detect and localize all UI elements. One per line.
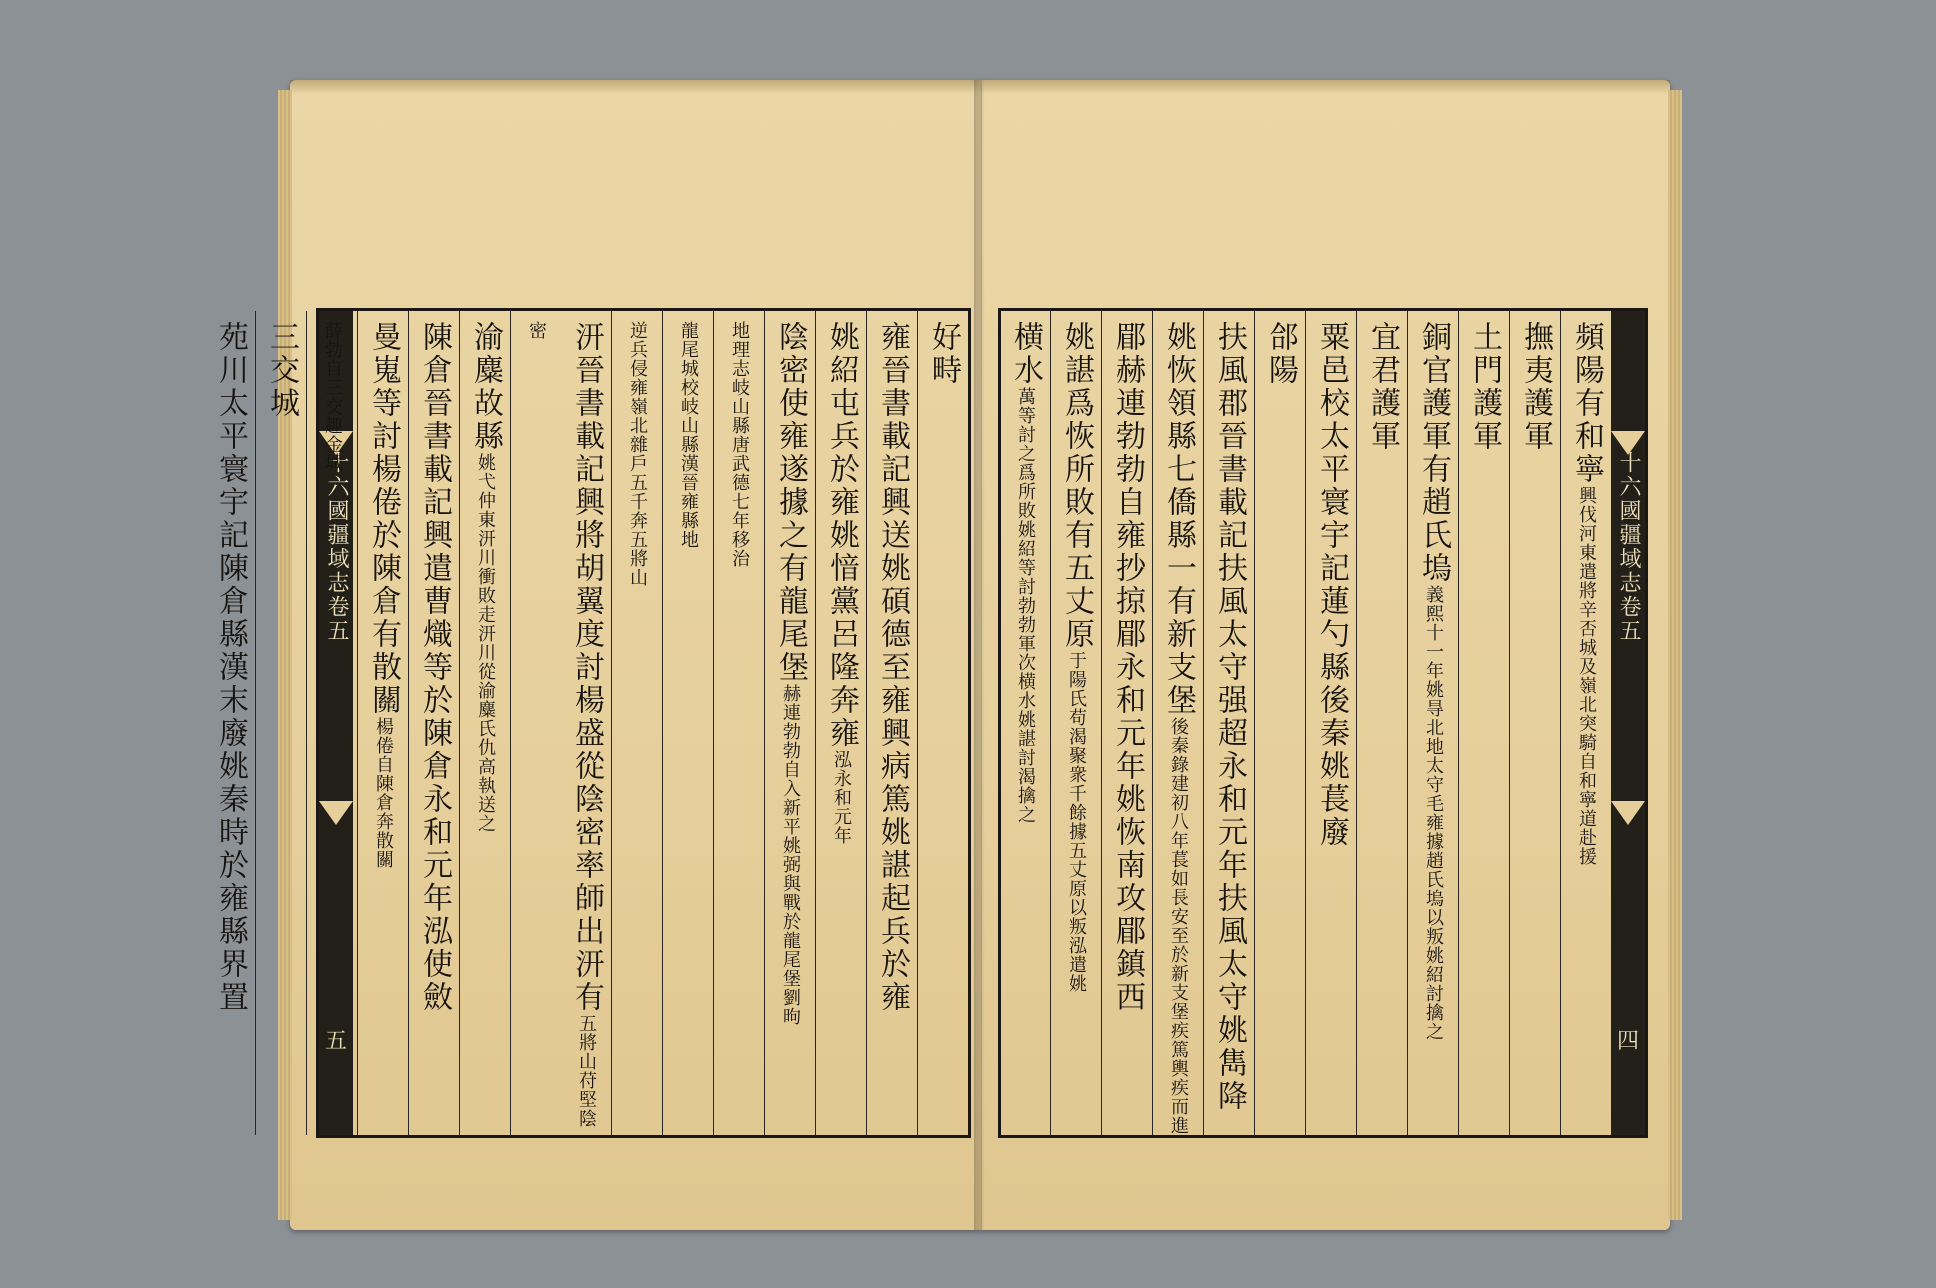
text-columns — [1001, 311, 1611, 1135]
column-main-text: 粟邑校太平寰宇記蓮勺縣後秦姚萇廢 — [1314, 321, 1349, 849]
text-column — [1356, 311, 1407, 1135]
text-column — [764, 311, 815, 1135]
right-text-frame — [998, 308, 1648, 1138]
column-main-text: 姚諶爲恢所敗有五丈原 — [1059, 321, 1094, 651]
column-annotation: 龍尾城校岐山縣漢晉雍縣地 — [678, 321, 699, 549]
column-annotation: 萬等討之爲所敗姚紹等討勃勃軍次横水姚諶討渴擒之 — [1015, 387, 1036, 824]
text-column — [357, 311, 408, 1135]
text-column — [306, 311, 357, 1135]
column-annotation: 于陽氏苟渴聚衆千餘據五丈原以叛泓遣姚 — [1066, 651, 1087, 993]
spine-title: 十六國疆域志卷五 — [1616, 451, 1641, 643]
column-annotation: 興伐河東遣將辛否城及嶺北突騎自和寧道赴援 — [1576, 486, 1597, 866]
column-annotation: 逆兵侵雍嶺北雜戶五千奔五將山 — [627, 321, 648, 587]
column-main-text: 横水 — [1008, 321, 1043, 387]
left-page — [213, 80, 982, 1230]
page-top-shadow — [290, 80, 982, 94]
text-column — [917, 311, 968, 1135]
text-column — [408, 311, 459, 1135]
column-main-text: 三交城 — [264, 321, 299, 420]
page-edge — [1668, 90, 1682, 1220]
text-column — [1203, 311, 1254, 1135]
fish-tail-mark — [1611, 801, 1645, 825]
column-main-text: 郃陽 — [1263, 321, 1298, 387]
page-number: 四 — [1616, 1029, 1639, 1054]
column-main-text: 扶風郡晉書載記扶風太守强超永和元年扶風太守姚雋降 — [1212, 321, 1247, 1113]
column-main-text: 姚恢領縣七僑縣一有新支堡 — [1161, 321, 1196, 717]
page-top-shadow — [982, 80, 1670, 94]
column-main-text: 曼嵬等討楊倦於陳倉有散關 — [366, 321, 401, 717]
column-annotation: 地理志岐山縣唐武德七年移治 — [729, 321, 750, 568]
column-main-text: 土門護軍 — [1467, 321, 1502, 453]
column-annotation: 義熙十一年姚㝵北地太守毛雍據趙氏塢以叛姚紹討擒之 — [1423, 585, 1444, 1041]
text-column — [1560, 311, 1611, 1135]
text-column — [1152, 311, 1203, 1135]
column-main-text: 雍晉書載記興送姚碩德至雍興病篤姚諶起兵於雍 — [875, 321, 910, 1014]
text-column — [1254, 311, 1305, 1135]
column-main-text: 撫夷護軍 — [1518, 321, 1553, 453]
column-annotation: 姚弋仲東汧川衝敗走汧川從渝麋氏仇高執送之 — [475, 453, 496, 833]
column-main-text: 宜君護軍 — [1365, 321, 1400, 453]
column-main-text: 渝麋故縣 — [468, 321, 503, 453]
text-column — [1000, 311, 1050, 1135]
column-annotation: 泓永和元年 — [831, 750, 852, 845]
column-main-text: 陰密使雍遂據之有龍尾堡 — [773, 321, 808, 684]
column-main-text: 汧晉書載記興將胡翼度討楊盛從陰密率師出汧有 — [569, 321, 604, 1014]
column-annotation: 楊倦自陳倉奔散關 — [373, 717, 394, 869]
spine-title: 十六國疆域志卷五 — [324, 451, 349, 643]
text-column — [1101, 311, 1152, 1135]
text-column — [1458, 311, 1509, 1135]
book-gutter — [974, 80, 992, 1230]
column-annotation: 薛勃自三交趣金城 — [322, 321, 343, 473]
page-number: 五 — [324, 1029, 347, 1054]
text-column — [255, 311, 306, 1135]
column-main-text: 陳倉晉書載記興遣曹熾等於陳倉永和元年泓使斂 — [417, 321, 452, 1014]
column-annotation: 赫連勃勃自入新平姚弼與戰於龍尾堡劉昫 — [780, 684, 801, 1026]
column-annotation: 五將山苻堅陰密 — [526, 321, 597, 1128]
column-main-text: 苑川太平寰宇記陳倉縣漢末廢姚秦時於雍縣界置 — [213, 321, 248, 1014]
column-main-text: 好畤 — [926, 321, 961, 387]
open-book — [213, 80, 1670, 1230]
text-column — [611, 311, 662, 1135]
column-annotation: 後秦錄建初八年萇如長安至於新支堡疾篤輿疾而進 — [1168, 717, 1189, 1135]
right-page — [982, 80, 1670, 1230]
fold-column — [1611, 311, 1645, 1135]
text-column — [662, 311, 713, 1135]
text-column — [1305, 311, 1356, 1135]
text-column — [866, 311, 917, 1135]
left-text-frame — [213, 308, 971, 1138]
text-column — [205, 311, 255, 1135]
text-column — [459, 311, 510, 1135]
column-main-text: 銅官護軍有趙氏塢 — [1416, 321, 1451, 585]
text-column — [1050, 311, 1101, 1135]
text-column — [510, 311, 611, 1135]
column-main-text: 郿赫連勃勃自雍抄掠郿永和元年姚恢南攻郿鎮西 — [1110, 321, 1145, 1014]
text-column — [1509, 311, 1560, 1135]
text-column — [815, 311, 866, 1135]
column-main-text: 頻陽有和寧 — [1569, 321, 1604, 486]
text-column — [1407, 311, 1458, 1135]
column-main-text: 姚紹屯兵於雍姚愔黨呂隆奔雍 — [824, 321, 859, 750]
text-column — [713, 311, 764, 1135]
